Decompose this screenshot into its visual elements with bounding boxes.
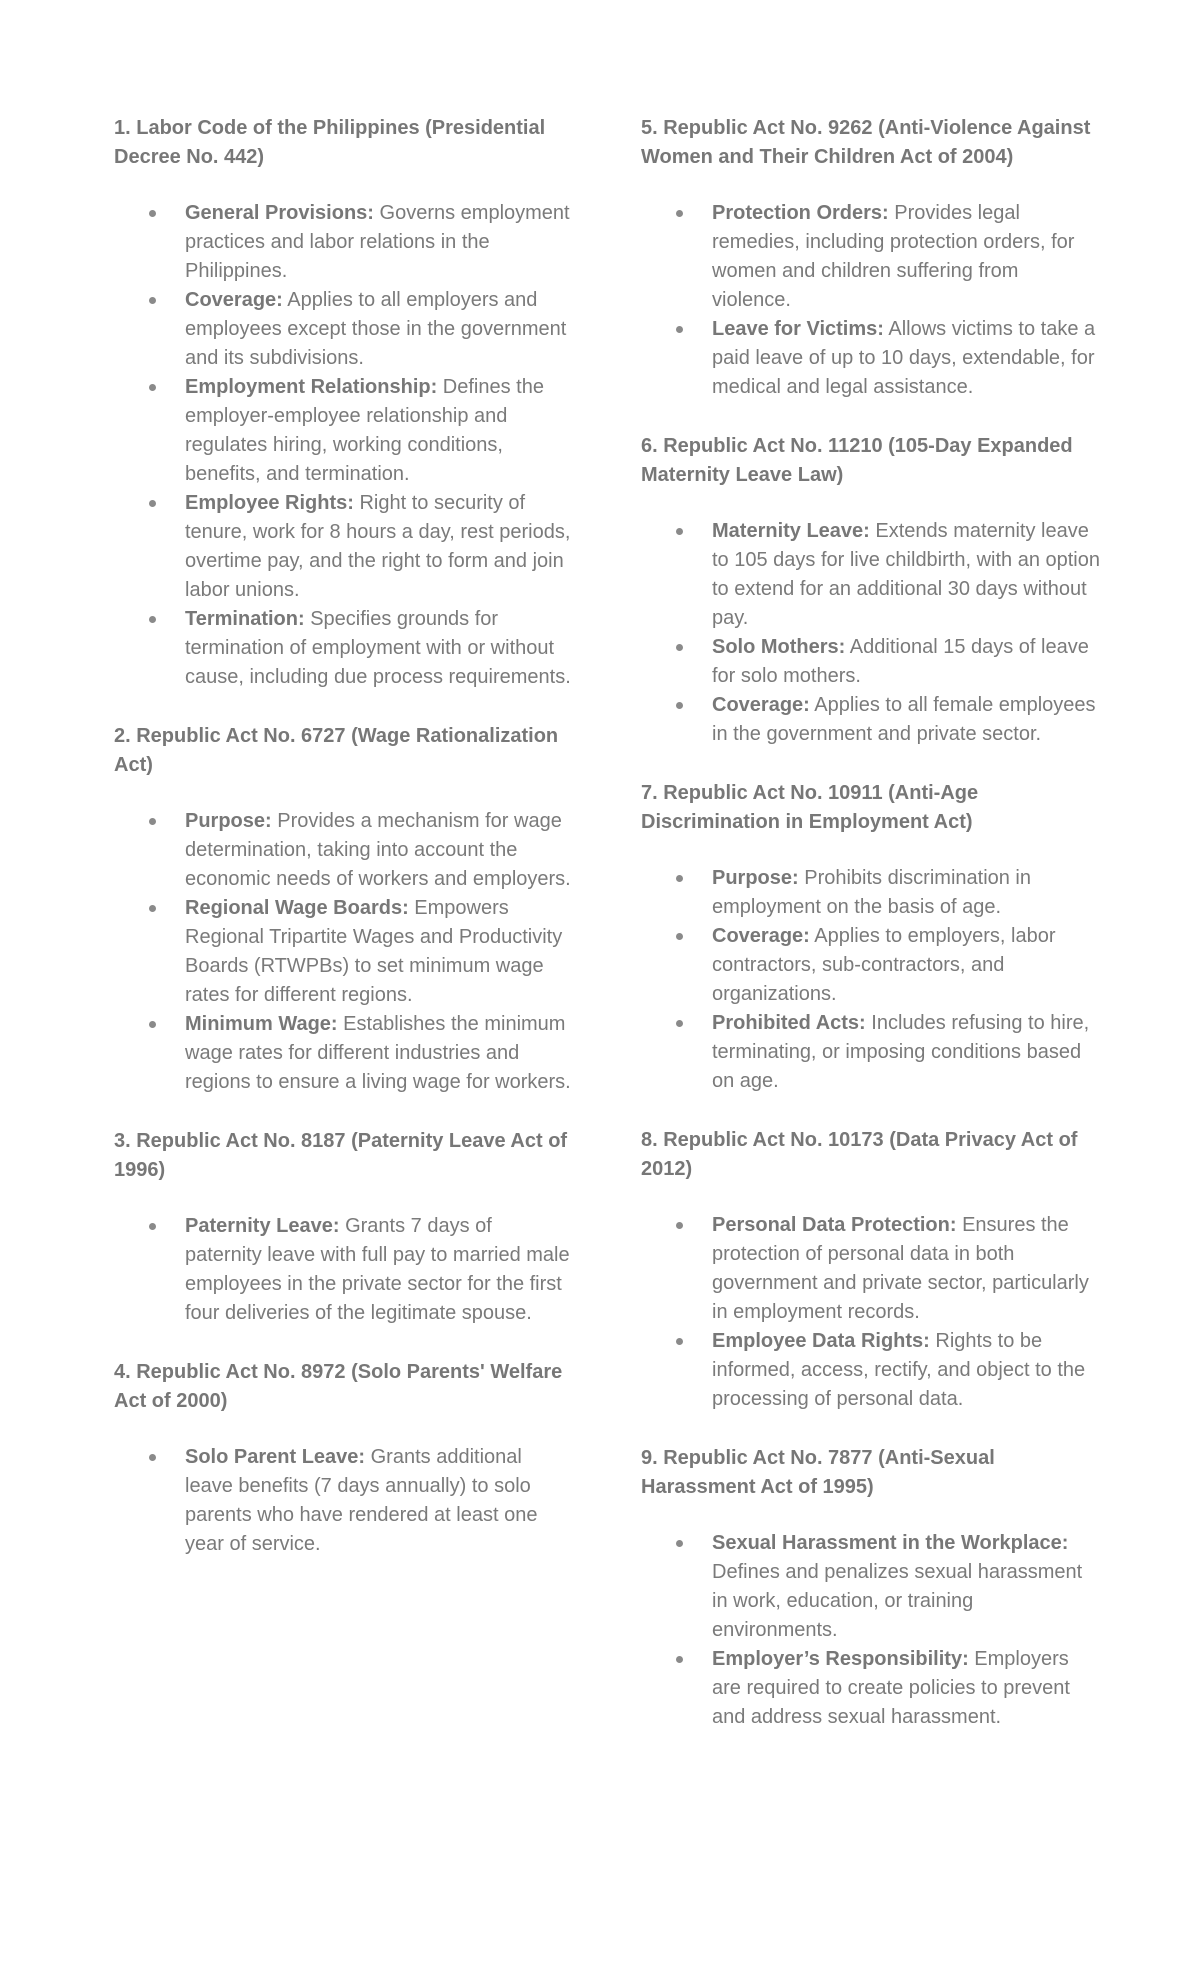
- law-section-2: [114, 722, 574, 1097]
- item-term: Maternity Leave:: [712, 520, 870, 542]
- item-text: Right to security of tenure, work for 8 hours a day, rest periods, overtime pay, and the right to form and join labor unions.: [185, 492, 571, 601]
- section-heading: 4. Republic Act No. 8972 (Solo Parents' Welfare Act of 2000): [114, 1361, 563, 1412]
- item-text: Includes refusing to hire, terminating, or imposing conditions based on age.: [712, 1012, 1090, 1092]
- list-item: [185, 1443, 574, 1559]
- bullet-list: [641, 517, 1101, 749]
- section-heading: 1. Labor Code of the Philippines (Presidential Decree No. 442): [114, 117, 546, 168]
- item-term: Personal Data Protection:: [712, 1214, 957, 1236]
- bullet-list: [641, 864, 1101, 1096]
- section-heading: 2. Republic Act No. 6727 (Wage Rationalization Act): [114, 725, 559, 776]
- bullet-list: [641, 199, 1101, 402]
- list-item: [712, 633, 1101, 691]
- item-term: Protection Orders:: [712, 202, 889, 224]
- item-term: Purpose:: [185, 810, 272, 832]
- list-item: [712, 922, 1101, 1009]
- list-item: [712, 199, 1101, 315]
- item-text: Defines the employer-employee relationship and regulates hiring, working conditions, benefits, and termination.: [185, 376, 544, 485]
- item-term: Employee Data Rights:: [712, 1330, 930, 1352]
- bullet-list: [114, 1443, 574, 1559]
- item-text: Provides legal remedies, including protection orders, for women and children suffering from violence.: [712, 202, 1075, 311]
- right-column: [641, 114, 1101, 1762]
- item-text: Applies to all female employees in the government and private sector.: [712, 694, 1096, 745]
- law-section-3: [114, 1127, 574, 1328]
- item-text: Applies to employers, labor contractors, sub-contractors, and organizations.: [712, 925, 1056, 1005]
- law-section-7: [641, 779, 1101, 1096]
- item-term: Prohibited Acts:: [712, 1012, 866, 1034]
- item-term: Coverage:: [712, 925, 810, 947]
- list-item: [712, 1009, 1101, 1096]
- list-item: [185, 605, 574, 692]
- item-text: Prohibits discrimination in employment on the basis of age.: [712, 867, 1032, 918]
- list-item: [712, 691, 1101, 749]
- item-text: Specifies grounds for termination of employment with or without cause, including due process requirements.: [185, 608, 571, 688]
- item-term: Purpose:: [712, 867, 799, 889]
- item-term: Minimum Wage:: [185, 1013, 338, 1035]
- item-term: Employer’s Responsibility:: [712, 1648, 969, 1670]
- item-text: Grants additional leave benefits (7 days annually) to solo parents who have rendered at least one year of service.: [185, 1446, 538, 1555]
- law-section-4: [114, 1358, 574, 1559]
- list-item: [185, 286, 574, 373]
- item-text: Defines and penalizes sexual harassment in work, education, or training environments.: [712, 1561, 1083, 1641]
- list-item: [185, 807, 574, 894]
- item-text: Employers are required to create policies to prevent and address sexual harassment.: [712, 1648, 1070, 1728]
- item-term: Solo Mothers:: [712, 636, 846, 658]
- bullet-list: [114, 807, 574, 1097]
- item-text: Additional 15 days of leave for solo mothers.: [712, 636, 1089, 687]
- list-item: [712, 1211, 1101, 1327]
- bullet-list: [114, 199, 574, 692]
- item-text: Empowers Regional Tripartite Wages and Productivity Boards (RTWPBs) to set minimum wage rates for different regions.: [185, 897, 563, 1006]
- item-term: Coverage:: [185, 289, 283, 311]
- list-item: [712, 1529, 1101, 1645]
- section-heading: 3. Republic Act No. 8187 (Paternity Leave Act of 1996): [114, 1130, 568, 1181]
- section-heading: 8. Republic Act No. 10173 (Data Privacy Act of 2012): [641, 1129, 1078, 1180]
- list-item: [185, 489, 574, 605]
- list-item: [185, 373, 574, 489]
- section-heading: 9. Republic Act No. 7877 (Anti-Sexual Harassment Act of 1995): [641, 1447, 995, 1498]
- section-heading: 7. Republic Act No. 10911 (Anti-Age Discrimination in Employment Act): [641, 782, 979, 833]
- item-term: Termination:: [185, 608, 305, 630]
- law-section-1: [114, 114, 574, 692]
- list-item: [712, 517, 1101, 633]
- item-text: Extends maternity leave to 105 days for live childbirth, with an option to extend for an additional 30 days without pay.: [712, 520, 1100, 629]
- list-item: [185, 1010, 574, 1097]
- item-term: Paternity Leave:: [185, 1215, 340, 1237]
- item-text: Allows victims to take a paid leave of up to 10 days, extendable, for medical and legal assistance.: [712, 318, 1096, 398]
- item-term: Leave for Victims:: [712, 318, 884, 340]
- law-section-6: [641, 432, 1101, 749]
- list-item: [185, 894, 574, 1010]
- bullet-list: [641, 1211, 1101, 1414]
- item-text: Grants 7 days of paternity leave with full pay to married male employees in the private sector for the first four deliveries of the legitimate spouse.: [185, 1215, 570, 1324]
- list-item: [712, 315, 1101, 402]
- law-section-5: [641, 114, 1101, 402]
- law-section-8: [641, 1126, 1101, 1414]
- item-term: Employment Relationship:: [185, 376, 438, 398]
- left-column: [114, 114, 574, 1589]
- item-text: Governs employment practices and labor relations in the Philippines.: [185, 202, 570, 282]
- item-text: Applies to all employers and employees except those in the government and its subdivisions.: [185, 289, 567, 369]
- law-section-9: [641, 1444, 1101, 1732]
- list-item: [712, 1327, 1101, 1414]
- item-text: Establishes the minimum wage rates for different industries and regions to ensure a living wage for workers.: [185, 1013, 571, 1093]
- bullet-list: [641, 1529, 1101, 1732]
- item-term: Solo Parent Leave:: [185, 1446, 366, 1468]
- list-item: [185, 199, 574, 286]
- item-term: Sexual Harassment in the Workplace:: [712, 1532, 1069, 1554]
- item-term: Employee Rights:: [185, 492, 354, 514]
- bullet-list: [114, 1212, 574, 1328]
- list-item: [712, 1645, 1101, 1732]
- section-heading: 5. Republic Act No. 9262 (Anti-Violence Against Women and Their Children Act of 2004): [641, 117, 1091, 168]
- section-heading: 6. Republic Act No. 11210 (105-Day Expanded Maternity Leave Law): [641, 435, 1073, 486]
- list-item: [712, 864, 1101, 922]
- item-term: Regional Wage Boards:: [185, 897, 409, 919]
- item-text: Rights to be informed, access, rectify, and object to the processing of personal data.: [712, 1330, 1086, 1410]
- item-text: Provides a mechanism for wage determination, taking into account the economic needs of workers and employers.: [185, 810, 571, 890]
- item-text: Ensures the protection of personal data in both government and private sector, particularly in employment records.: [712, 1214, 1089, 1323]
- item-term: Coverage:: [712, 694, 810, 716]
- list-item: [185, 1212, 574, 1328]
- item-term: General Provisions:: [185, 202, 374, 224]
